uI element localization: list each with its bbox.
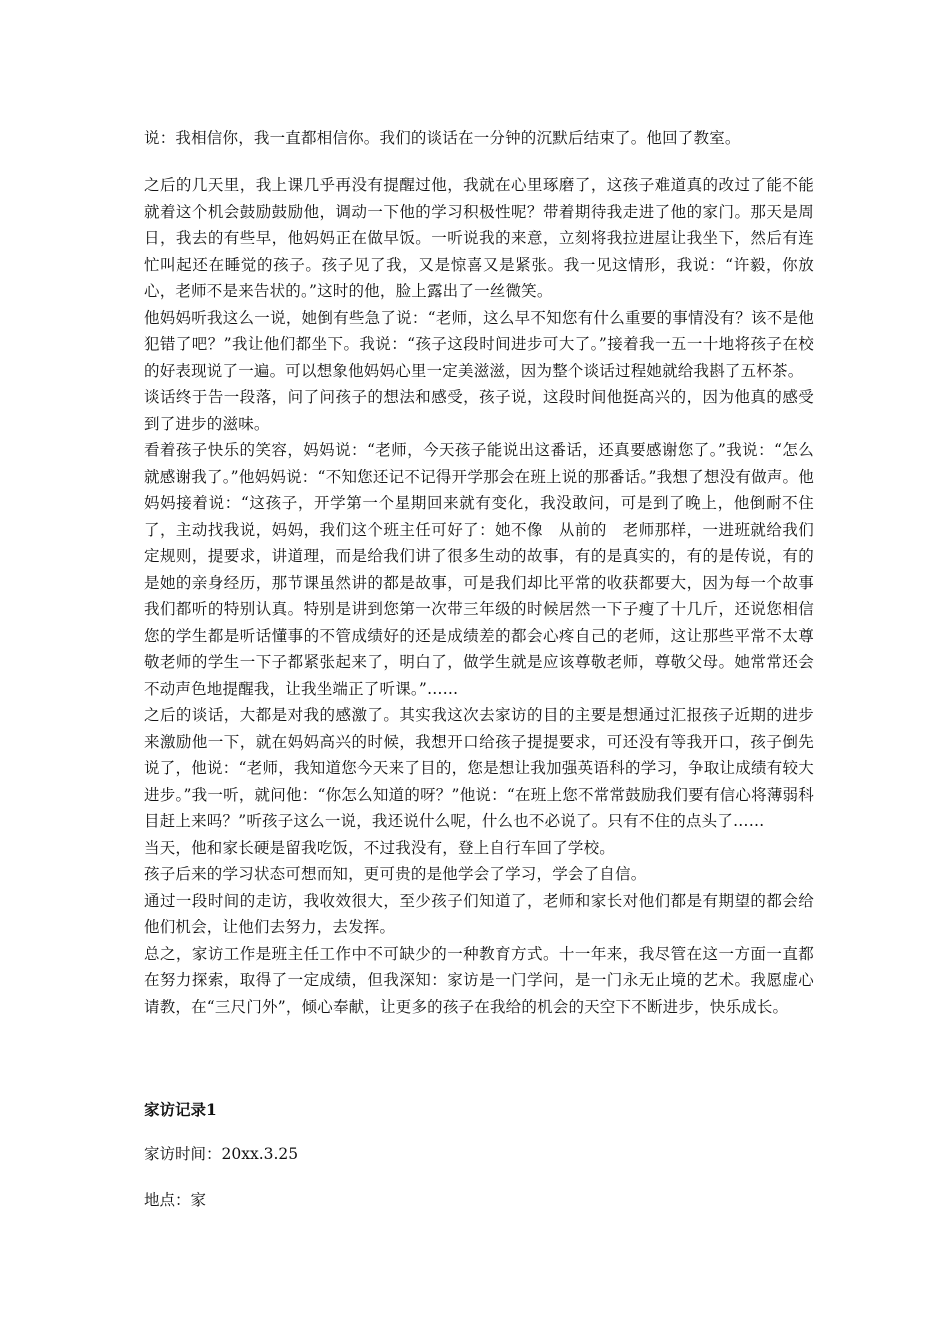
- body-paragraph: 之后的谈话，大都是对我的感激了。其实我这次去家访的目的主要是想通过汇报孩子近期的进步来激励他一下，就在妈妈高兴的时候，我想开口给孩子提提要求，可还没有等我开口，孩子倒先说了，他说：“老师，我知道您今天来了目的，您是想让我加强英语科的学习，争取让成绩有较大进步。”我一听，就问他：“你怎么知道的呀？”他说：“在班上您不常常鼓励我们要有信心将薄弱科目赶上来吗？”听孩子这么一说，我还说什么呢，什么也不必说了。只有不住的点头了……: [144, 706, 814, 830]
- body-paragraph: 当天，他和家长硬是留我吃饭，不过我没有，登上自行车回了学校。: [144, 838, 616, 857]
- body-paragraph: 通过一段时间的走访，我收效很大，至少孩子们知道了，老师和家长对他们都是有期望的都会给他们机会，让他们去努力，去发挥。: [144, 891, 814, 936]
- opening-paragraph-block: [144, 125, 814, 152]
- body-paragraph: 之后的几天里，我上课几乎再没有提醒过他，我就在心里琢磨了，这孩子难道真的改过了能不能就着这个机会鼓励鼓励他，调动一下他的学习积极性呢？带着期待我走进了他的家门。那天是周日，我去的有些早，他妈妈正在做早饭。一听说我的来意，立刻将我拉进屋让我坐下，然后有连忙叫起还在睡觉的孩子。孩子见了我，又是惊喜又是紧张。我一见这情形，我说：“许毅，你放心，老师不是来告状的。”这时的他，脸上露出了一丝微笑。: [144, 176, 814, 300]
- body-text: [144, 172, 814, 1020]
- body-paragraph: 看着孩子快乐的笑容，妈妈说：“老师，今天孩子能说出这番话，还真要感谢您了。”我说：“怎么就感谢我了。”他妈妈说：“不知您还记不记得开学那会在班上说的那番话。”我想了想没有做声。他妈妈接着说：“这孩子，开学第一个星期回来就有变化，我没敢问，可是到了晚上，他倒耐不住了，主动找我说，妈妈，我们这个班主任可好了：她不像 从前的 老师那样，一进班就给我们定规则，提要求，讲道理，而是给我们讲了很多生动的故事，有的是真实的，有的是传说，有的是她的亲身经历，那节课虽然讲的都是故事，可是我们却比平常的收获都要大，因为每一个故事我们都听的特别认真。特别是讲到您第一次带三年级的时候居然一下子瘦了十几斤，还说您相信您的学生都是听话懂事的不管成绩好的还是成绩差的都会心疼自己的老师，这让那些平常不太尊敬老师的学生一下子都紧张起来了，明白了，做学生就是应该尊敬老师，尊敬父母。她常常还会不动声色地提醒我，让我坐端正了听课。”……: [144, 441, 814, 698]
- visit-location-line: 地点：家: [144, 1191, 207, 1209]
- section-heading: 家访记录1: [144, 1100, 217, 1119]
- opening-paragraph: 说：我相信你，我一直都相信你。我们的谈话在一分钟的沉默后结束了。他回了教室。: [144, 129, 741, 147]
- body-paragraph: 他妈妈听我这么一说，她倒有些急了说：“老师，这么早不知您有什么重要的事情没有？该不是他犯错了吧？”我让他们都坐下。我说：“孩子这段时间进步可大了。”接着我一五一十地将孩子在校的好表现说了一遍。可以想象他妈妈心里一定美滋滋，因为整个谈话过程她就给我斟了五杯茶。: [144, 308, 814, 380]
- body-paragraph: 孩子后来的学习状态可想而知，更可贵的是他学会了学习，学会了自信。: [144, 865, 647, 883]
- body-paragraph: 谈话终于告一段落，问了问孩子的想法和感受，孩子说，这段时间他挺高兴的，因为他真的感受到了进步的滋味。: [144, 388, 814, 433]
- visit-time-line: 家访时间：20xx.3.25: [144, 1145, 299, 1163]
- body-paragraph: 总之，家访工作是班主任工作中不可缺少的一种教育方式。十一年来，我尽管在这一方面一直都在努力探索，取得了一定成绩，但我深知：家访是一门学问，是一门永无止境的艺术。我愿虚心请教，在“三尺门外”，倾心奉献，让更多的孩子在我给的机会的天空下不断进步，快乐成长。: [144, 944, 814, 1016]
